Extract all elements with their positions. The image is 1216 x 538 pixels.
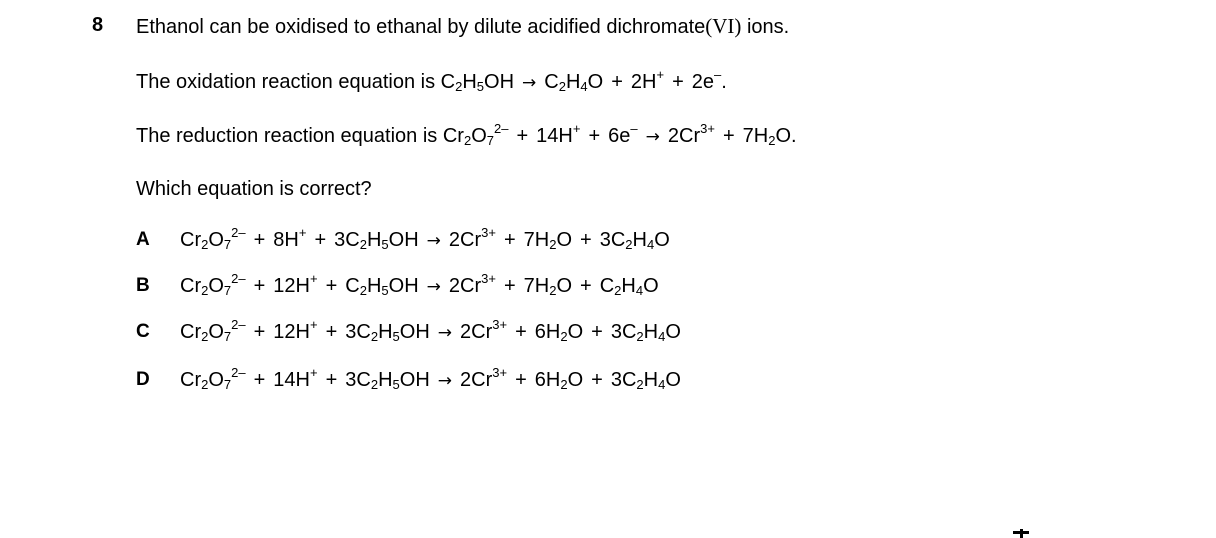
intro-end: ions. <box>741 16 790 38</box>
option-equation: $Cr_2O_7^{2-} + 8H^+ + 3C_2H_5OH \to 2Cr^{3+} + 7H_2O + 3C_2H_4O$ <box>180 225 670 252</box>
option-letter: B <box>136 275 150 296</box>
intro-roman-numeral: (VI) <box>705 14 742 38</box>
option-equation: $Cr_2O_7^{2-} + 12H^+ + C_2H_5OH \to 2Cr^{3+} + 7H_2O + C_2H_4O$ <box>180 271 659 298</box>
question-prompt: Which equation is correct? <box>136 178 372 200</box>
option-equation: $Cr_2O_7^{2-} + 14H^+ + 3C_2H_5OH \to 2Cr^{3+} + 6H_2O + 3C_2H_4O$ <box>180 365 681 392</box>
reduction-prefix: The reduction reaction equation is <box>136 125 443 147</box>
oxidation-prefix: The oxidation reaction equation is <box>136 71 441 93</box>
intro-text: Ethanol can be oxidised to ethanal by dilute acidified dichromate <box>136 16 706 38</box>
oxidation-equation: $C_2H_5OH \to C_2H_4O + 2H^+ + 2e^-$. <box>440 67 727 94</box>
reduction-line <box>136 121 797 149</box>
question-intro <box>136 14 789 39</box>
reduction-equation: $Cr_2O_7^{2-} + 14H^+ + 6e^- \to 2Cr^{3+} + 7H_2O$. <box>442 121 797 148</box>
page-edge-mark-tick <box>1020 529 1023 538</box>
option-letter: A <box>136 229 150 250</box>
option-letter: C <box>136 321 150 342</box>
oxidation-line <box>136 67 727 95</box>
question-number: 8 <box>92 14 104 36</box>
option-letter: D <box>136 369 150 390</box>
option-equation: $Cr_2O_7^{2-} + 12H^+ + 3C_2H_5OH \to 2Cr^{3+} + 6H_2O + 3C_2H_4O$ <box>180 317 681 344</box>
